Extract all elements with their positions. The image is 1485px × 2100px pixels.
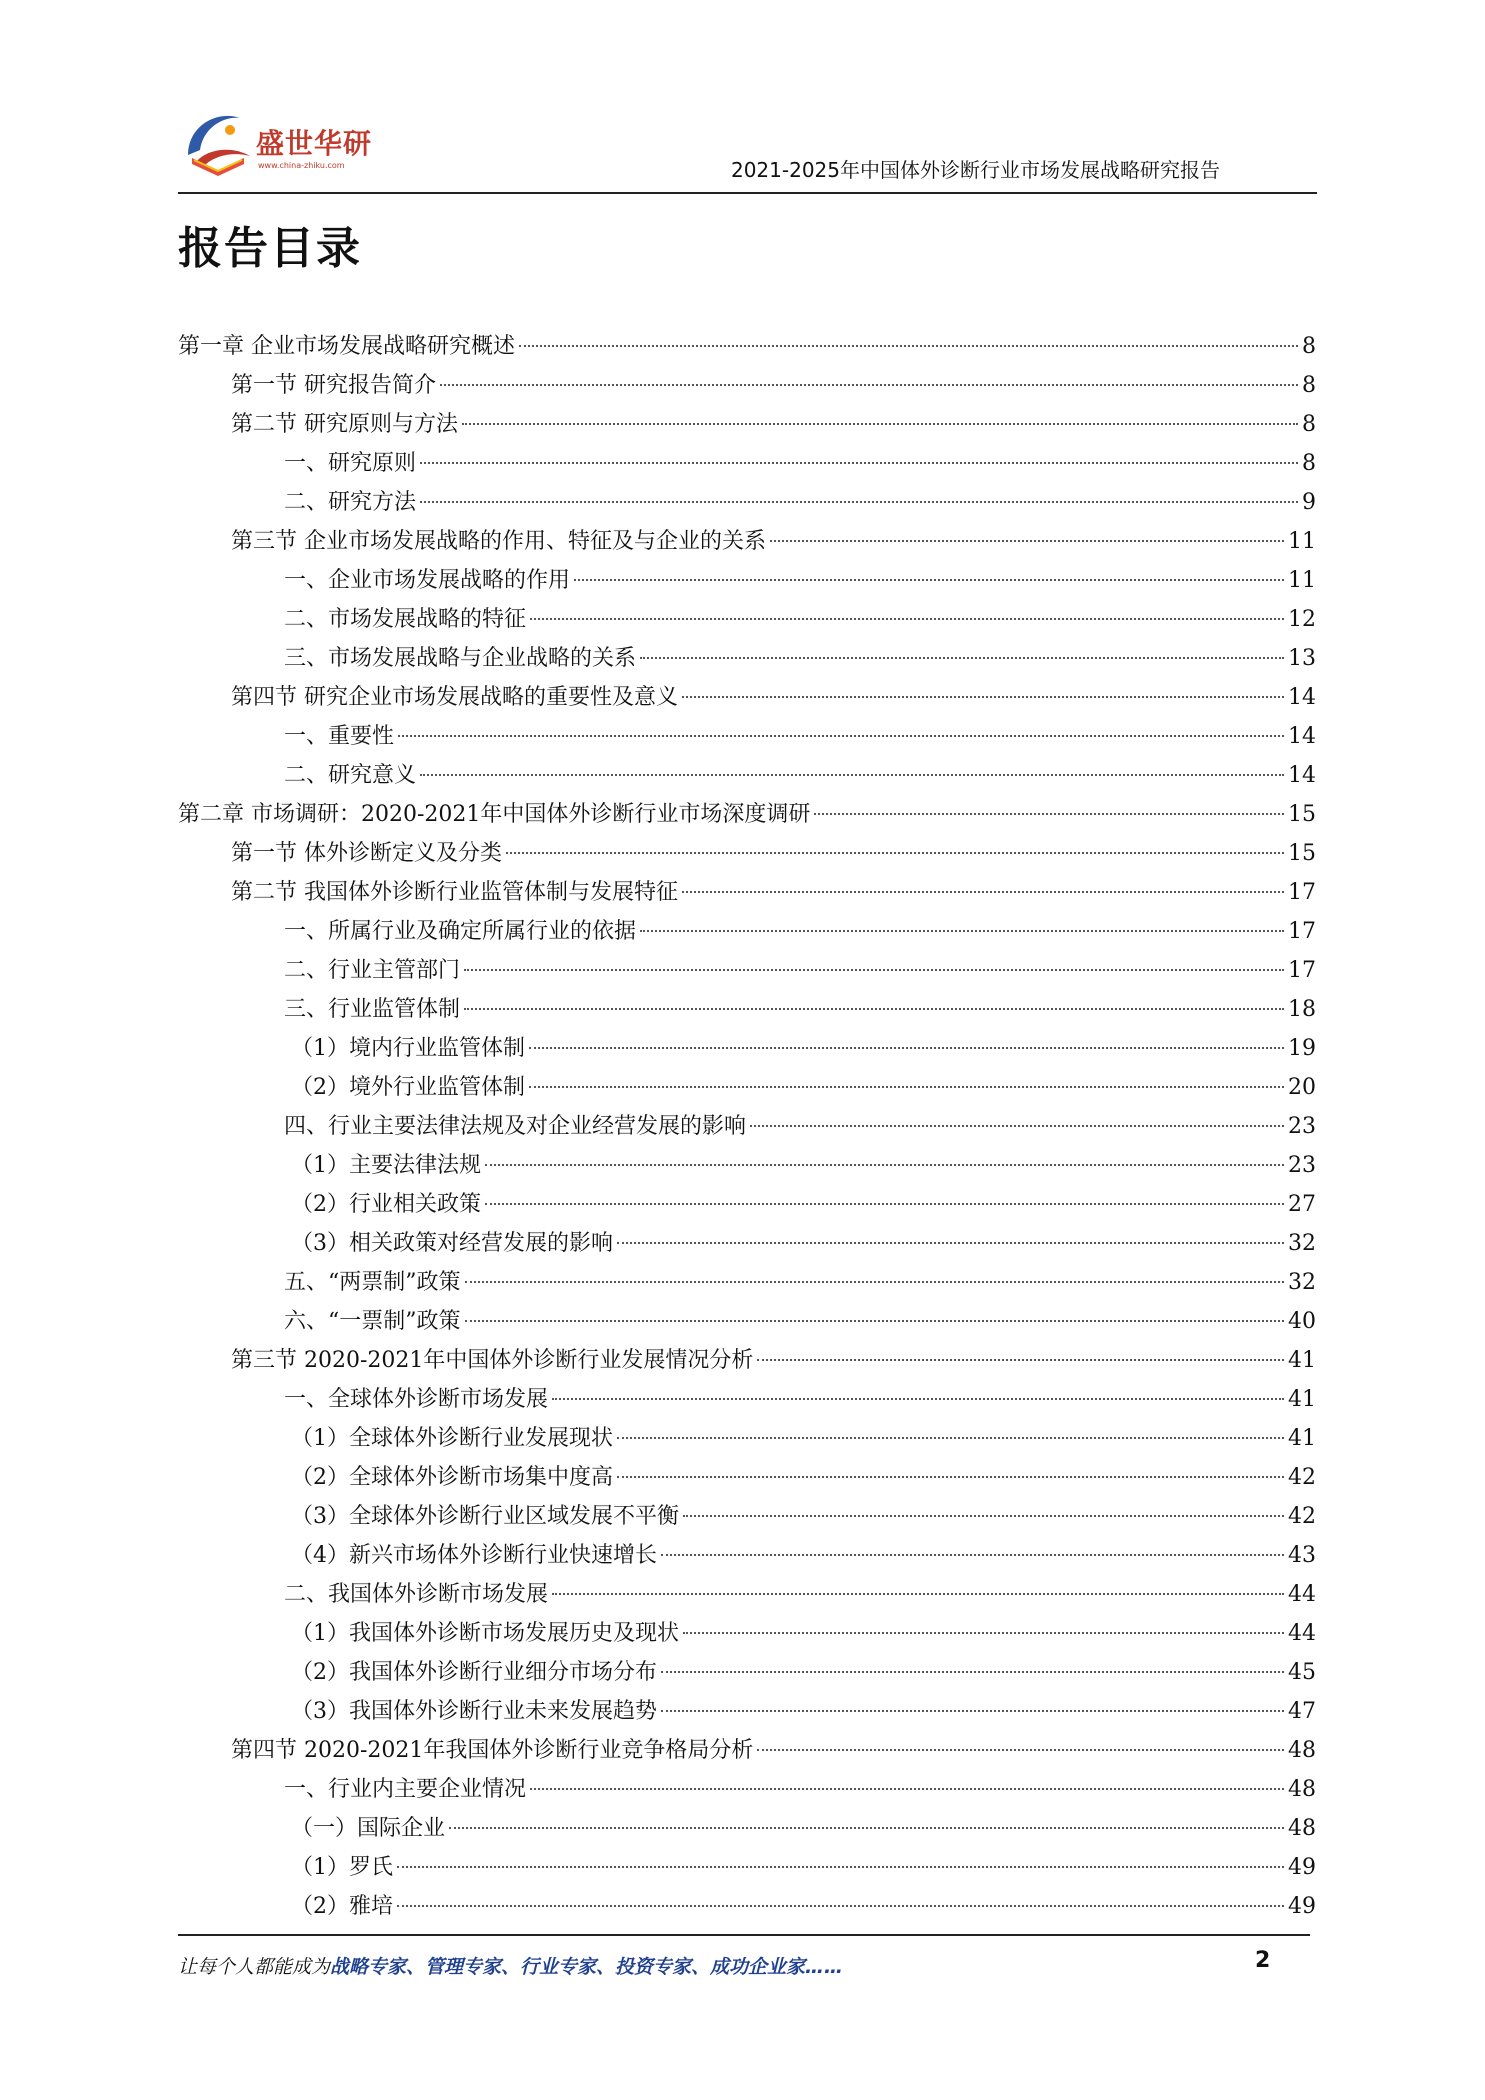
toc-dot-leader bbox=[617, 1242, 1284, 1244]
toc-entry-title: 第二节 研究原则与方法 bbox=[231, 412, 458, 437]
toc-entry-page: 48 bbox=[1288, 1738, 1316, 1763]
toc-entry[interactable] bbox=[178, 1224, 1316, 1263]
toc-entry[interactable] bbox=[178, 639, 1316, 678]
toc-entry-title: （1）全球体外诊断行业发展现状 bbox=[291, 1426, 613, 1451]
toc-entry[interactable] bbox=[178, 717, 1316, 756]
toc-entry-title: 一、全球体外诊断市场发展 bbox=[284, 1387, 549, 1412]
toc-entry-page: 41 bbox=[1288, 1348, 1316, 1373]
toc-dot-leader bbox=[449, 1827, 1284, 1829]
toc-entry-page: 20 bbox=[1288, 1075, 1316, 1100]
toc-entry[interactable] bbox=[178, 951, 1316, 990]
toc-entry-title: 二、研究方法 bbox=[284, 490, 417, 515]
toc-dot-leader bbox=[464, 1008, 1284, 1010]
toc-entry-page: 41 bbox=[1288, 1387, 1316, 1412]
logo-url-text: www.china-zhiku.com bbox=[258, 161, 345, 170]
toc-entry-title: 二、市场发展战略的特征 bbox=[284, 607, 527, 632]
toc-dot-leader bbox=[529, 1086, 1284, 1088]
toc-entry-title: 三、行业监管体制 bbox=[284, 997, 461, 1022]
toc-entry-page: 41 bbox=[1288, 1426, 1316, 1451]
toc-entry-page: 18 bbox=[1288, 997, 1316, 1022]
page-number: 2 bbox=[1255, 1948, 1271, 1973]
toc-entry-page: 48 bbox=[1288, 1777, 1316, 1802]
toc-entry[interactable] bbox=[178, 327, 1316, 366]
toc-dot-leader bbox=[485, 1203, 1284, 1205]
toc-dot-leader bbox=[420, 462, 1298, 464]
toc-dot-leader bbox=[617, 1476, 1284, 1478]
toc-entry-page: 40 bbox=[1288, 1309, 1316, 1334]
toc-entry-page: 17 bbox=[1288, 919, 1316, 944]
toc-entry-title: （一）国际企业 bbox=[291, 1816, 446, 1841]
toc-entry-title: 三、市场发展战略与企业战略的关系 bbox=[284, 646, 637, 671]
toc-dot-leader bbox=[757, 1749, 1284, 1751]
toc-entry[interactable] bbox=[178, 1692, 1316, 1731]
toc-entry-title: （1）境内行业监管体制 bbox=[291, 1036, 525, 1061]
toc-dot-leader bbox=[464, 969, 1284, 971]
toc-entry-page: 17 bbox=[1288, 958, 1316, 983]
toc-entry-page: 17 bbox=[1288, 880, 1316, 905]
toc-entry-title: 第二章 市场调研：2020-2021年中国体外诊断行业市场深度调研 bbox=[178, 802, 811, 827]
toc-entry[interactable] bbox=[178, 756, 1316, 795]
toc-entry[interactable] bbox=[178, 1029, 1316, 1068]
toc-entry[interactable] bbox=[178, 522, 1316, 561]
toc-entry[interactable] bbox=[178, 1185, 1316, 1224]
toc-entry-title: 二、我国体外诊断市场发展 bbox=[284, 1582, 549, 1607]
toc-entry-page: 13 bbox=[1288, 646, 1316, 671]
toc-entry-page: 42 bbox=[1288, 1465, 1316, 1490]
toc-entry-page: 11 bbox=[1288, 529, 1316, 554]
toc-dot-leader bbox=[682, 891, 1284, 893]
toc-dot-leader bbox=[750, 1125, 1284, 1127]
toc-entry[interactable] bbox=[178, 1419, 1316, 1458]
toc-entry-title: （2）行业相关政策 bbox=[291, 1192, 481, 1217]
logo-emblem-icon bbox=[178, 100, 258, 180]
toc-dot-leader bbox=[485, 1164, 1284, 1166]
toc-entry[interactable] bbox=[178, 1770, 1316, 1809]
toc-entry-page: 15 bbox=[1288, 802, 1316, 827]
toc-entry-title: 第四节 研究企业市场发展战略的重要性及意义 bbox=[231, 685, 678, 710]
header-divider bbox=[178, 192, 1317, 194]
toc-dot-leader bbox=[661, 1710, 1284, 1712]
toc-entry[interactable] bbox=[178, 1653, 1316, 1692]
toc-entry-page: 32 bbox=[1288, 1231, 1316, 1256]
toc-entry-title: 第三节 2020-2021年中国体外诊断行业发展情况分析 bbox=[231, 1348, 754, 1373]
toc-dot-leader bbox=[420, 774, 1284, 776]
toc-dot-leader bbox=[683, 1632, 1284, 1634]
toc-entry[interactable] bbox=[178, 366, 1316, 405]
toc-entry-title: （2）雅培 bbox=[291, 1894, 393, 1919]
toc-entry-title: 第一节 体外诊断定义及分类 bbox=[231, 841, 502, 866]
toc-entry-page: 45 bbox=[1288, 1660, 1316, 1685]
toc-entry[interactable] bbox=[178, 1380, 1316, 1419]
toc-entry-title: 第四节 2020-2021年我国体外诊断行业竞争格局分析 bbox=[231, 1738, 754, 1763]
toc-dot-leader bbox=[397, 1905, 1284, 1907]
toc-entry[interactable] bbox=[178, 912, 1316, 951]
toc-entry-page: 49 bbox=[1288, 1894, 1316, 1919]
toc-entry[interactable] bbox=[178, 990, 1316, 1029]
toc-entry-title: （2）全球体外诊断市场集中度高 bbox=[291, 1465, 613, 1490]
toc-dot-leader bbox=[465, 1320, 1285, 1322]
toc-dot-leader bbox=[519, 345, 1298, 347]
toc-entry-title: （1）主要法律法规 bbox=[291, 1153, 481, 1178]
toc-entry[interactable] bbox=[178, 1068, 1316, 1107]
toc-dot-leader bbox=[661, 1554, 1284, 1556]
toc-dot-leader bbox=[420, 501, 1298, 503]
toc-entry-page: 8 bbox=[1302, 412, 1316, 437]
toc-entry[interactable] bbox=[178, 1497, 1316, 1536]
toc-entry-page: 44 bbox=[1288, 1621, 1316, 1646]
toc-entry-title: （4）新兴市场体外诊断行业快速增长 bbox=[291, 1543, 657, 1568]
toc-dot-leader bbox=[530, 1788, 1284, 1790]
toc-entry[interactable] bbox=[178, 444, 1316, 483]
toc-entry-page: 44 bbox=[1288, 1582, 1316, 1607]
toc-entry-page: 43 bbox=[1288, 1543, 1316, 1568]
toc-dot-leader bbox=[682, 696, 1284, 698]
footer-slogan bbox=[178, 1952, 843, 1979]
toc-entry-page: 23 bbox=[1288, 1153, 1316, 1178]
toc-entry-title: 第二节 我国体外诊断行业监管体制与发展特征 bbox=[231, 880, 678, 905]
toc-entry-page: 14 bbox=[1288, 685, 1316, 710]
toc-entry[interactable] bbox=[178, 1731, 1316, 1770]
toc-entry-title: （2）我国体外诊断行业细分市场分布 bbox=[291, 1660, 657, 1685]
toc-entry-title: 二、行业主管部门 bbox=[284, 958, 461, 983]
toc-entry[interactable] bbox=[178, 1614, 1316, 1653]
toc-entry[interactable] bbox=[178, 795, 1316, 834]
toc-entry-page: 8 bbox=[1302, 334, 1316, 359]
toc-entry-title: 一、行业内主要企业情况 bbox=[284, 1777, 527, 1802]
toc-entry-title: 五、“两票制”政策 bbox=[284, 1270, 461, 1295]
report-title: 2021-2025年中国体外诊断行业市场发展战略研究报告 bbox=[730, 158, 1220, 182]
toc-dot-leader bbox=[640, 930, 1284, 932]
footer-slogan-prefix: 让每个人都能成为 bbox=[178, 1956, 331, 1978]
toc-dot-leader bbox=[440, 384, 1298, 386]
logo-brand-text: 盛世华研 bbox=[256, 127, 373, 160]
toc-entry[interactable] bbox=[178, 1146, 1316, 1185]
toc-entry[interactable] bbox=[178, 1458, 1316, 1497]
toc-entry[interactable] bbox=[178, 600, 1316, 639]
toc-entry[interactable] bbox=[178, 1848, 1316, 1887]
toc-entry-page: 14 bbox=[1288, 724, 1316, 749]
toc-dot-leader bbox=[617, 1437, 1284, 1439]
toc-entry-page: 48 bbox=[1288, 1816, 1316, 1841]
toc-entry-page: 11 bbox=[1288, 568, 1316, 593]
toc-dot-leader bbox=[814, 813, 1284, 815]
toc-entry-page: 14 bbox=[1288, 763, 1316, 788]
toc-entry-page: 15 bbox=[1288, 841, 1316, 866]
toc-dot-leader bbox=[398, 735, 1284, 737]
toc-entry[interactable] bbox=[178, 1887, 1316, 1926]
toc-entry[interactable] bbox=[178, 678, 1316, 717]
toc-entry-title: 第三节 企业市场发展战略的作用、特征及与企业的关系 bbox=[231, 529, 766, 554]
toc-entry[interactable] bbox=[178, 405, 1316, 444]
footer-slogan-accent: 战略专家、管理专家、行业专家、投资专家、成功企业家…… bbox=[330, 1956, 844, 1978]
toc-entry-page: 32 bbox=[1288, 1270, 1316, 1295]
toc-entry-page: 49 bbox=[1288, 1855, 1316, 1880]
toc-dot-leader bbox=[770, 540, 1284, 542]
toc-dot-leader bbox=[757, 1359, 1284, 1361]
toc-entry-page: 8 bbox=[1302, 451, 1316, 476]
toc-entry[interactable] bbox=[178, 1536, 1316, 1575]
toc-entry-page: 12 bbox=[1288, 607, 1316, 632]
toc-entry-page: 23 bbox=[1288, 1114, 1316, 1139]
toc-entry[interactable] bbox=[178, 1341, 1316, 1380]
toc-dot-leader bbox=[529, 1047, 1284, 1049]
toc-entry[interactable] bbox=[178, 561, 1316, 600]
toc-dot-leader bbox=[552, 1398, 1284, 1400]
toc-entry[interactable] bbox=[178, 1302, 1316, 1341]
toc-dot-leader bbox=[530, 618, 1284, 620]
toc-dot-leader bbox=[462, 423, 1298, 425]
toc-entry-title: （2）境外行业监管体制 bbox=[291, 1075, 525, 1100]
toc-entry[interactable] bbox=[178, 873, 1316, 912]
toc-entry-page: 27 bbox=[1288, 1192, 1316, 1217]
toc-dot-leader bbox=[465, 1281, 1285, 1283]
toc-dot-leader bbox=[683, 1515, 1284, 1517]
company-logo bbox=[178, 100, 388, 190]
toc-entry-page: 47 bbox=[1288, 1699, 1316, 1724]
toc-entry-title: 一、企业市场发展战略的作用 bbox=[284, 568, 571, 593]
toc-entry-title: 一、所属行业及确定所属行业的依据 bbox=[284, 919, 637, 944]
table-of-contents bbox=[178, 327, 1316, 1926]
footer-divider bbox=[178, 1934, 1310, 1936]
toc-entry[interactable] bbox=[178, 834, 1316, 873]
toc-dot-leader bbox=[661, 1671, 1284, 1673]
toc-entry-page: 8 bbox=[1302, 373, 1316, 398]
toc-dot-leader bbox=[640, 657, 1284, 659]
toc-entry-title: 第一节 研究报告简介 bbox=[231, 373, 436, 398]
toc-entry[interactable] bbox=[178, 1107, 1316, 1146]
toc-entry[interactable] bbox=[178, 1263, 1316, 1302]
toc-entry-page: 9 bbox=[1302, 490, 1316, 515]
toc-entry-title: （3）相关政策对经营发展的影响 bbox=[291, 1231, 613, 1256]
toc-entry-title: 一、重要性 bbox=[284, 724, 395, 749]
toc-entry-title: （1）我国体外诊断市场发展历史及现状 bbox=[291, 1621, 679, 1646]
toc-entry-title: 第一章 企业市场发展战略研究概述 bbox=[178, 334, 515, 359]
page-title: 报告目录 bbox=[178, 223, 362, 274]
toc-entry-title: （3）我国体外诊断行业未来发展趋势 bbox=[291, 1699, 657, 1724]
toc-entry-title: 四、行业主要法律法规及对企业经营发展的影响 bbox=[284, 1114, 747, 1139]
toc-entry[interactable] bbox=[178, 483, 1316, 522]
toc-dot-leader bbox=[552, 1593, 1284, 1595]
toc-dot-leader bbox=[506, 852, 1284, 854]
toc-dot-leader bbox=[397, 1866, 1284, 1868]
toc-entry[interactable] bbox=[178, 1809, 1316, 1848]
toc-entry-page: 42 bbox=[1288, 1504, 1316, 1529]
toc-entry-title: 一、研究原则 bbox=[284, 451, 417, 476]
toc-entry-title: 六、“一票制”政策 bbox=[284, 1309, 461, 1334]
toc-entry-page: 19 bbox=[1288, 1036, 1316, 1061]
toc-entry-title: 二、研究意义 bbox=[284, 763, 417, 788]
toc-entry-title: （3）全球体外诊断行业区域发展不平衡 bbox=[291, 1504, 679, 1529]
toc-entry-title: （1）罗氏 bbox=[291, 1855, 393, 1880]
toc-dot-leader bbox=[574, 579, 1284, 581]
toc-entry[interactable] bbox=[178, 1575, 1316, 1614]
